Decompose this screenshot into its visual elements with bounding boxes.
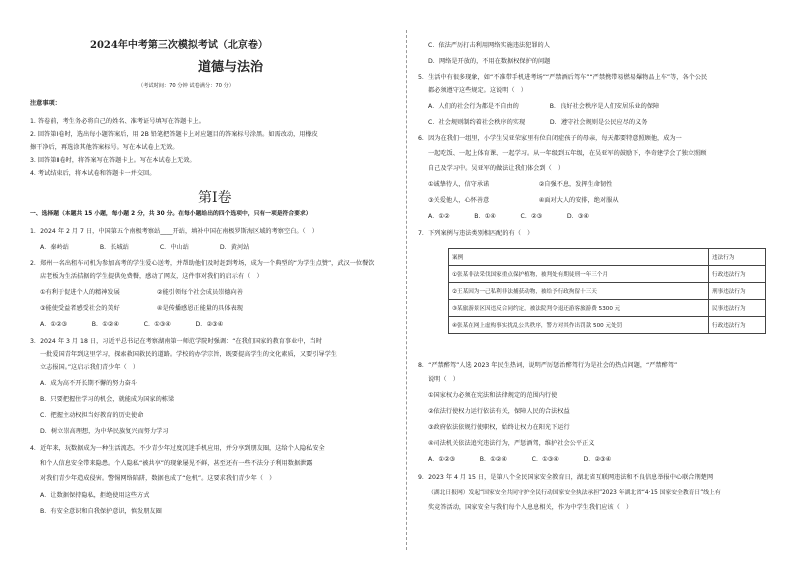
answer-option: C．把握主动权担当好教育的历史使命 [40, 412, 144, 419]
table-cell: 行政违法行为 [709, 317, 766, 334]
question-line: 自己及学习中。吴亚军的做法让我们体会到（ ） [428, 165, 565, 172]
question-line: 9．2023 年 4 月 15 日，是第八个全民国家安全教育日，湖北省互联网违法和不良信息举报中心联合荆楚网 [418, 474, 714, 481]
answer-option: D．网络是开放的，不用在数据权保护的问题 [428, 58, 551, 65]
answer-options: C．社会规则制约着社会秩序的实现 D．遵守社会规则是公民应尽的义务 [428, 119, 648, 126]
notice-item: 4. 考试结束后，将本试卷和答题卡一并交回。 [30, 170, 156, 177]
column-divider [406, 30, 407, 550]
question-line: 店老板为生活拮据的学生提供免费餐，感动了网友，这件事对我们的启示有（ ） [40, 273, 263, 280]
question-line: 5．生活中有很多现象，如“不准带手机进考场”“严禁酒后驾车”“严禁携带易燃易爆物品上车”等，各个公民 [418, 74, 708, 81]
question-line: 8．“严禁醉驾”人选 2023 年民生热词，说明严厉惩治醉驾行为是社会的热点问题，“严禁醉驾” [418, 362, 678, 369]
notice-item: 擦干净后，再选涂其他答案标号。写在本试卷上无效。 [30, 144, 179, 151]
table-row [449, 317, 766, 334]
statement-line: ①诚挚待人，信守承诺 ②自强不息，发挥生命韧性 [428, 181, 613, 188]
statement-line: ①国家权力必须在宪法和法律规定的范围内行使 [428, 392, 558, 399]
table-header-row [449, 249, 766, 266]
answer-option: C．依法严厉打击利用网络实施违法犯罪的人 [428, 42, 550, 49]
exam-meta: （考试时间：70 分钟 试卷满分：70 分） [138, 83, 234, 89]
question-line: 都必须遵守这些规定。这说明（ ） [428, 87, 527, 94]
answer-option: A．让数据保持隐私，拒绝使用这些方式 [40, 492, 150, 499]
right-column [418, 0, 773, 562]
answer-options: A．人们的社会行为都是不自由的 B．良好社会秩序是人们安居乐业的保障 [428, 103, 660, 110]
section-title: 第Ⅰ卷 [198, 190, 232, 206]
question-line: 奖竞答活动，国家安全与我们每个人息息相关，作为中学生我们应该（ ） [428, 504, 633, 511]
question-line: 和个人信息安全带来隐患。个人隐私“被共享”的现象屡见不鲜，甚至还有一些不法分子利用数据泄露 [40, 460, 313, 467]
answer-options: A．秦岭站 B．长城站 C．中山站 D．黄河站 [40, 244, 250, 251]
question-line: 4．近年来，玩数据成为一种生活流态。不少青少年过度沉迷手机应用，并分享到朋友圈，这给个人隐私安全 [30, 445, 325, 452]
table-header: 违法行为 [709, 249, 766, 266]
statement-line: ①有利于促进个人的精神发展 ②能引领每个社会成员崇德向善 [40, 289, 243, 296]
answer-option: D．树立崇高理想，为中华民族复兴而努力学习 [40, 428, 169, 435]
answer-options: A．①②③ B．①②④ C．①③④ D．②③④ [40, 321, 224, 328]
table-row [449, 266, 766, 283]
question-line: 1．2024 年 2 月 7 日，中国第五个南极考察站____开站，填补中国在南极罗斯海区域的考察空白。（ ） [30, 228, 318, 235]
table-header: 案例 [449, 249, 709, 266]
question-line: 说明（ ） [428, 376, 459, 383]
table-cell: ①张某非法采伐国家重点保护植物，被判处有期徒刑一年三个月 [449, 266, 709, 283]
section-instruction: 一、选择题（本题共 15 小题，每小题 2 分，共 30 分。在每小题给出的四个选项中，只有一项是符合要求） [30, 211, 312, 217]
question-line: 对我们青少年造成侵害。警惕网络陷阱，数据也成了“危机”。这要求我们青少年（ ） [40, 475, 276, 482]
statement-line: ④司法机关依法追究违法行为，严惩酒驾，维护社会公平正义 [428, 440, 595, 447]
statement-line: ③关爱他人，心怀善意 ④面对大人的安排，绝对服从 [428, 197, 619, 204]
notice-item: 2. 回答第Ⅰ卷时，选出每小题答案后，用 2B 铅笔把答题卡上对应题目的答案标号涂黑。如需改动，用橡皮 [30, 131, 318, 138]
question-line: 7．下列案例与违法类别相匹配的有（ ） [418, 230, 534, 237]
table-cell: ④张某在网上虚构事实扰乱公共秩序，警方对其作出罚款 500 元处罚 [449, 317, 709, 334]
question-line: 6．因为在我们一组里，小学生吴亚荣家里有位自闭症孩子的母亲，每天都要特意照顾他，成为一 [418, 135, 682, 142]
exam-title: 2024年中考第三次模拟考试（北京卷） [90, 40, 268, 51]
question-line: 2．郑州一名出租车司机为参加高考的学生爱心送考，并帮助他们及时赶到考场，成为一个典型的“为学生点赞”，武汉一位餐饮 [30, 260, 375, 267]
table-cell: ③某旅游景区因违反合同约定，被法院判令退还游客旅游费 5300 元 [449, 300, 709, 317]
question-line: 一起吃饭、一起上体育课、一起学习。从一年级到五年级，在吴亚军的鼓励下，李奇建学会了独立照顾 [428, 150, 707, 157]
notice-heading: 注意事项： [30, 100, 61, 107]
table-cell: 行政违法行为 [709, 266, 766, 283]
notice-item: 1. 答卷前，考生务必将自己的姓名、准考证号填写在答题卡上。 [30, 118, 205, 125]
subject-title: 道德与法治 [198, 60, 264, 75]
table-cell: ②王某因为一己私利非法捕获动物，被给予行政拘留十三天 [449, 283, 709, 300]
question-line: （湖北日报网）发起“国家安全共同守护全民行动国家安全执法承担”2023 年湖北省“4·15 国家安全教育日”线上有 [428, 490, 721, 496]
table-cell: 刑事违法行为 [709, 283, 766, 300]
question-line: 3．2024 年 3 月 18 日，习近平总书记在考察湖南第一师范学院时强调：“在我们国家的教育事业中，当时 [30, 338, 323, 345]
table-row [449, 283, 766, 300]
left-column [30, 0, 400, 562]
answer-options: A．①② B．①④ C．②③ D．③④ [428, 213, 589, 220]
notice-item: 3. 回答第Ⅱ卷时，将答案写在答题卡上。写在本试卷上无效。 [30, 157, 196, 164]
question-line: 一批爱国青年到这里学习，探索救国救民的道路。学校的办学宗旨，既要提高学生的文化素质，又要引导学生 [40, 351, 337, 358]
answer-options: A．①②③ B．①②④ C．①③④ D．②③④ [428, 456, 612, 463]
statement-line: ③能使受益者感受社会的美好 ④是传播感恩正能量的具体表现 [40, 305, 243, 312]
answer-option: B．只要把握住学习的机会，就能成为国家的栋梁 [40, 396, 175, 403]
answer-option: B．有安全意识和自我保护意识，慎发朋友圈 [40, 508, 162, 515]
statement-line: ③政府依法依规行使职权，始终让权力在阳光下运行 [428, 424, 570, 431]
question-line: 立志报国。”这启示我们青少年（ ） [40, 364, 140, 371]
table-cell: 民事违法行为 [709, 300, 766, 317]
case-table [448, 248, 766, 334]
table-row [449, 300, 766, 317]
answer-option: A．成为高不开长期不懈的努力奋斗 [40, 380, 138, 387]
statement-line: ②依法行使权力运行依法有关，保障人民的合法权益 [428, 408, 570, 415]
